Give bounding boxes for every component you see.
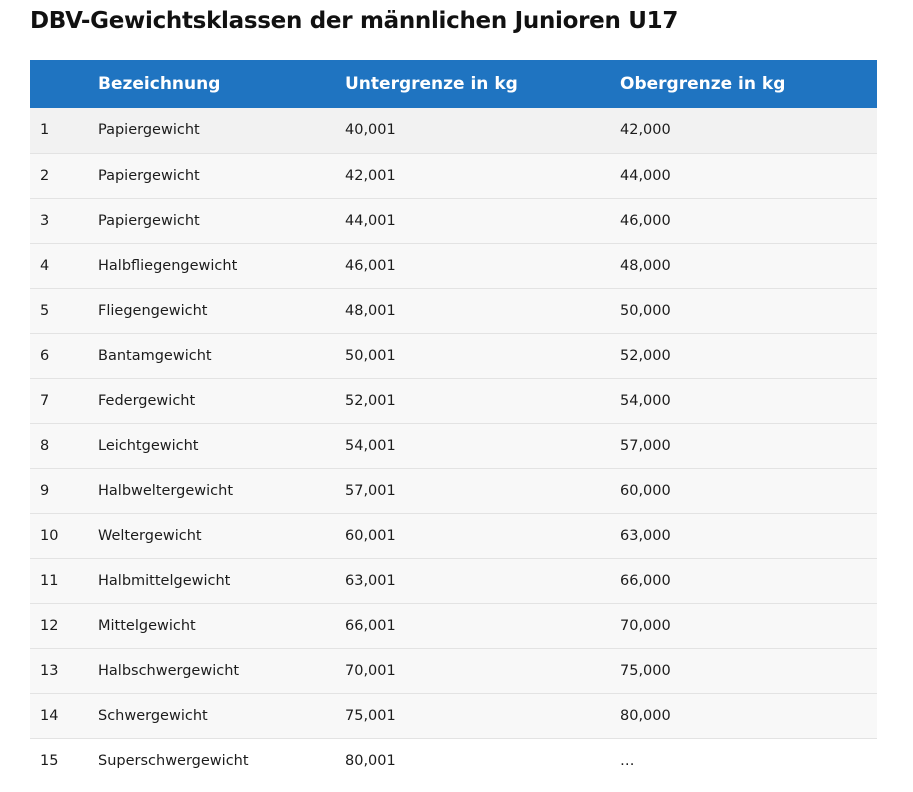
row-name: Halbfliegengewicht [98,257,238,274]
table-row [30,513,877,558]
table-row [30,108,877,153]
row-name: Papiergewicht [98,212,200,229]
row-name: Fliegengewicht [98,302,208,319]
row-number: 12 [40,617,59,634]
row-upper-limit: 80,000 [620,707,671,724]
table-row [30,693,877,738]
table-header-row [30,60,877,108]
row-number: 5 [40,302,50,319]
table-row [30,153,877,198]
row-lower-limit: 50,001 [345,347,396,364]
row-name: Mittelgewicht [98,617,196,634]
header-obergrenze: Obergrenze in kg [620,74,786,94]
table-row [30,603,877,648]
row-lower-limit: 44,001 [345,212,396,229]
row-number: 3 [40,212,50,229]
row-number: 1 [40,122,50,139]
table-row [30,423,877,468]
row-upper-limit: 75,000 [620,662,671,679]
row-lower-limit: 40,001 [345,122,396,139]
page-title: DBV-Gewichtsklassen der männlichen Junioren U17 [30,8,679,34]
row-upper-limit: 57,000 [620,437,671,454]
weight-class-table-container [30,60,877,783]
row-number: 8 [40,437,50,454]
row-name: Superschwergewicht [98,752,249,769]
row-lower-limit: 54,001 [345,437,396,454]
table-header [30,60,877,108]
row-upper-limit: 52,000 [620,347,671,364]
table-row [30,198,877,243]
header-untergrenze: Untergrenze in kg [345,74,518,94]
row-lower-limit: 70,001 [345,662,396,679]
row-lower-limit: 80,001 [345,752,396,769]
row-number: 11 [40,572,59,589]
table-row [30,288,877,333]
row-upper-limit: … [620,752,635,769]
row-name: Halbweltergewicht [98,482,234,499]
row-name: Papiergewicht [98,122,200,139]
row-lower-limit: 57,001 [345,482,396,499]
row-number: 7 [40,392,50,409]
header-bezeichnung: Bezeichnung [98,74,221,94]
row-name: Schwergewicht [98,707,208,724]
row-lower-limit: 52,001 [345,392,396,409]
row-lower-limit: 42,001 [345,167,396,184]
table-body [30,108,877,783]
table-row [30,333,877,378]
row-lower-limit: 60,001 [345,527,396,544]
row-lower-limit: 46,001 [345,257,396,274]
row-lower-limit: 75,001 [345,707,396,724]
row-name: Halbmittelgewicht [98,572,231,589]
weight-class-table [30,60,877,783]
row-number: 9 [40,482,50,499]
row-name: Papiergewicht [98,167,200,184]
row-name: Halbschwergewicht [98,662,240,679]
row-upper-limit: 46,000 [620,212,671,229]
row-upper-limit: 60,000 [620,482,671,499]
row-name: Bantamgewicht [98,347,212,364]
row-lower-limit: 63,001 [345,572,396,589]
header-number [30,60,98,108]
table-row [30,558,877,603]
row-number: 2 [40,167,50,184]
row-lower-limit: 66,001 [345,617,396,634]
row-upper-limit: 42,000 [620,122,671,139]
row-number: 15 [40,752,59,769]
row-upper-limit: 70,000 [620,617,671,634]
row-name: Federgewicht [98,392,196,409]
row-name: Weltergewicht [98,527,202,544]
table-row [30,378,877,423]
row-upper-limit: 48,000 [620,257,671,274]
row-number: 4 [40,257,50,274]
row-number: 10 [40,527,59,544]
row-number: 6 [40,347,50,364]
row-name: Leichtgewicht [98,437,199,454]
row-upper-limit: 44,000 [620,167,671,184]
table-row [30,468,877,513]
row-upper-limit: 50,000 [620,302,671,319]
row-upper-limit: 54,000 [620,392,671,409]
table-row [30,738,877,783]
table-row [30,243,877,288]
row-number: 13 [40,662,59,679]
row-upper-limit: 63,000 [620,527,671,544]
row-upper-limit: 66,000 [620,572,671,589]
table-row [30,648,877,693]
row-lower-limit: 48,001 [345,302,396,319]
row-number: 14 [40,707,59,724]
